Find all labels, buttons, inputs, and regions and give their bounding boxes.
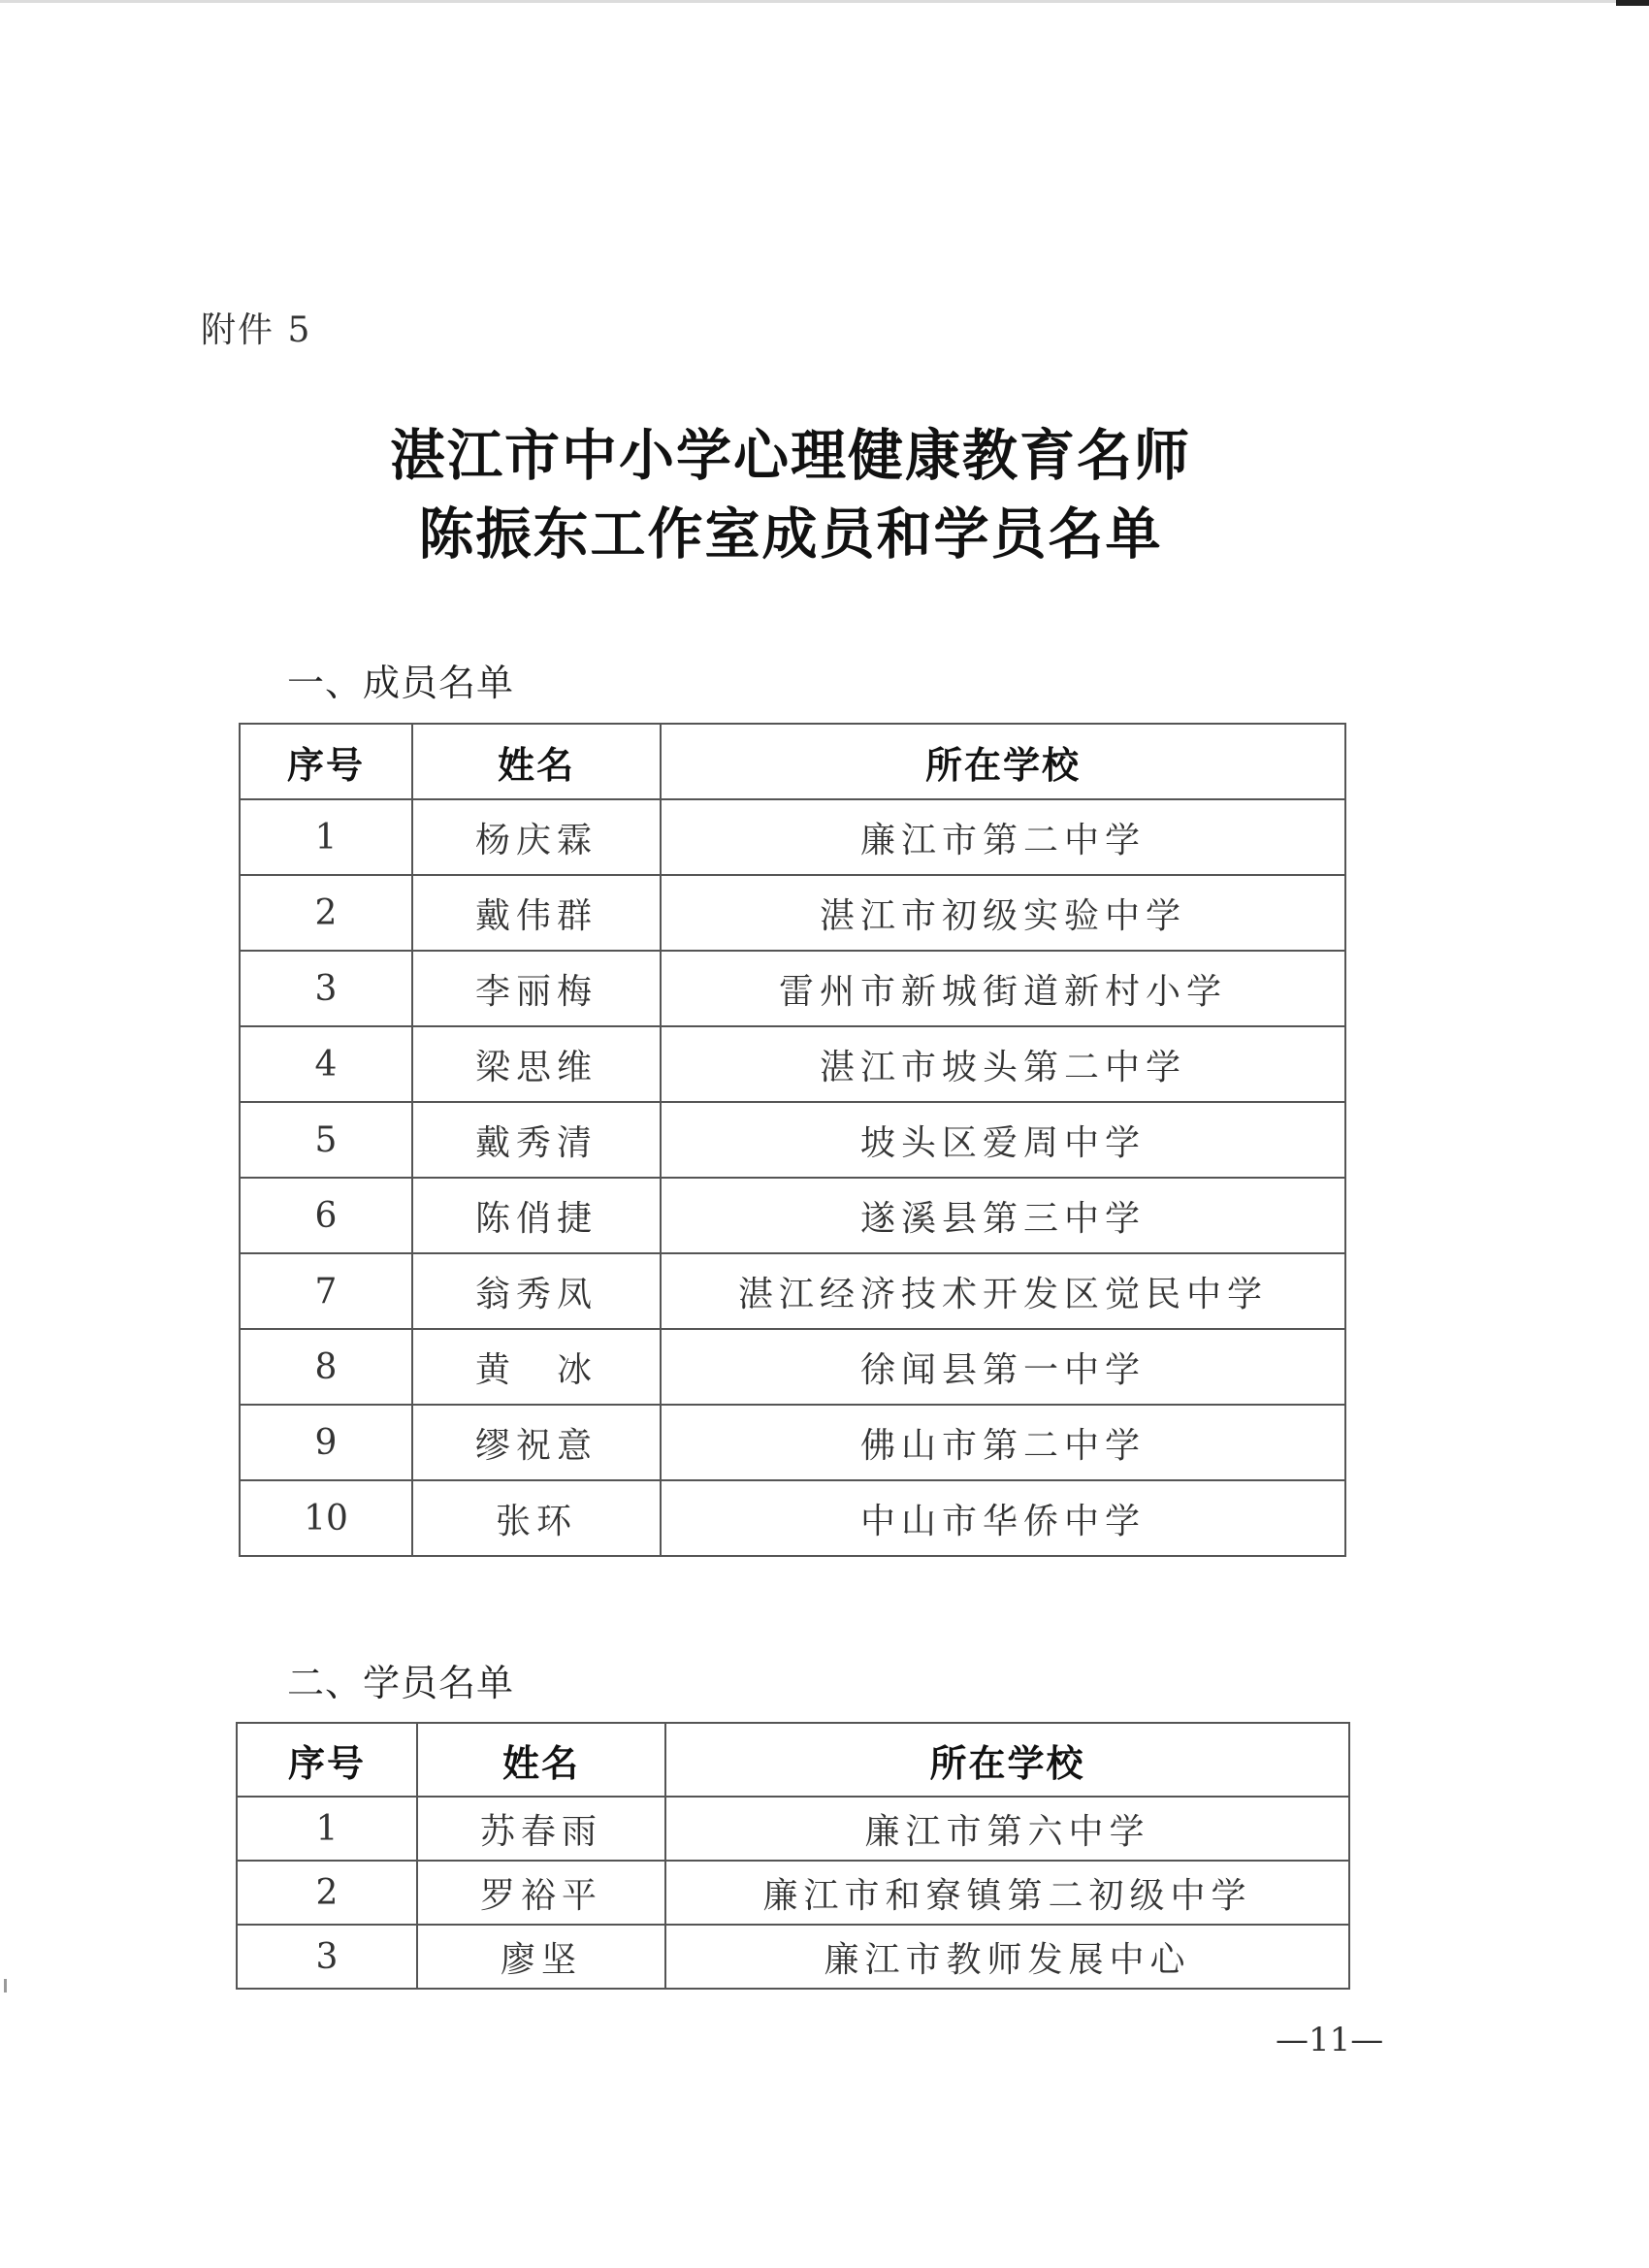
row-school: 廉江市教师发展中心 [665, 1925, 1349, 1989]
row-school: 坡头区爱周中学 [661, 1102, 1345, 1178]
row-no: 7 [240, 1253, 412, 1329]
row-name: 黄 冰 [412, 1329, 661, 1405]
row-no: 3 [237, 1925, 417, 1989]
column-header-name: 姓名 [412, 724, 661, 799]
table-row [237, 1861, 1349, 1925]
row-no: 4 [240, 1026, 412, 1102]
row-school: 廉江市和寮镇第二初级中学 [665, 1861, 1349, 1925]
row-school: 中山市华侨中学 [661, 1480, 1345, 1556]
row-no: 9 [240, 1405, 412, 1480]
row-school: 湛江市坡头第二中学 [661, 1026, 1345, 1102]
row-no: 2 [240, 875, 412, 951]
column-header-name: 姓名 [417, 1723, 665, 1797]
row-name: 张环 [412, 1480, 661, 1556]
table-row [240, 875, 1345, 951]
table-row [237, 1797, 1349, 1861]
row-name: 李丽梅 [412, 951, 661, 1026]
row-no: 1 [237, 1797, 417, 1861]
row-name: 杨庆霖 [412, 799, 661, 875]
row-school: 遂溪县第三中学 [661, 1178, 1345, 1253]
row-no: 10 [240, 1480, 412, 1556]
row-name: 翁秀凤 [412, 1253, 661, 1329]
table-row [240, 1102, 1345, 1178]
row-no: 1 [240, 799, 412, 875]
row-school: 佛山市第二中学 [661, 1405, 1345, 1480]
table-row [240, 1026, 1345, 1102]
column-header-no: 序号 [240, 724, 412, 799]
scan-corner-mark [1616, 0, 1649, 6]
table-row [240, 1329, 1345, 1405]
row-school: 徐闻县第一中学 [661, 1329, 1345, 1405]
row-no: 6 [240, 1178, 412, 1253]
row-school: 雷州市新城街道新村小学 [661, 951, 1345, 1026]
row-name: 梁思维 [412, 1026, 661, 1102]
row-name: 廖坚 [417, 1925, 665, 1989]
table-row [240, 1178, 1345, 1253]
page-number: —11— [1276, 2021, 1384, 2059]
row-school: 湛江经济技术开发区觉民中学 [661, 1253, 1345, 1329]
table-row [240, 1480, 1345, 1556]
table-row [240, 1405, 1345, 1480]
row-school: 廉江市第二中学 [661, 799, 1345, 875]
row-name: 陈俏捷 [412, 1178, 661, 1253]
row-no: 5 [240, 1102, 412, 1178]
table-row [240, 799, 1345, 875]
row-name: 罗裕平 [417, 1861, 665, 1925]
column-header-no: 序号 [237, 1723, 417, 1797]
scan-top-edge [0, 0, 1649, 3]
members-table [239, 723, 1346, 1557]
table-row [240, 951, 1345, 1026]
row-name: 缪祝意 [412, 1405, 661, 1480]
column-header-school: 所在学校 [661, 724, 1345, 799]
document-title-line-2: 陈振东工作室成员和学员名单 [418, 502, 1163, 567]
scan-margin-mark [4, 1979, 7, 1993]
table-row [240, 1253, 1345, 1329]
document-title-line-1: 湛江市中小学心理健康教育名师 [390, 424, 1191, 488]
row-name: 戴秀清 [412, 1102, 661, 1178]
row-name: 苏春雨 [417, 1797, 665, 1861]
trainees-table [236, 1722, 1350, 1990]
row-no: 8 [240, 1329, 412, 1405]
members-table-header [240, 724, 1345, 799]
row-school: 廉江市第六中学 [665, 1797, 1349, 1861]
row-no: 3 [240, 951, 412, 1026]
attachment-label: 附件 5 [201, 310, 312, 350]
table-row [237, 1925, 1349, 1989]
row-school: 湛江市初级实验中学 [661, 875, 1345, 951]
members-section-heading: 一、成员名单 [287, 662, 515, 704]
trainees-table-header [237, 1723, 1349, 1797]
row-no: 2 [237, 1861, 417, 1925]
row-name: 戴伟群 [412, 875, 661, 951]
trainees-section-heading: 二、学员名单 [287, 1662, 515, 1704]
column-header-school: 所在学校 [665, 1723, 1349, 1797]
